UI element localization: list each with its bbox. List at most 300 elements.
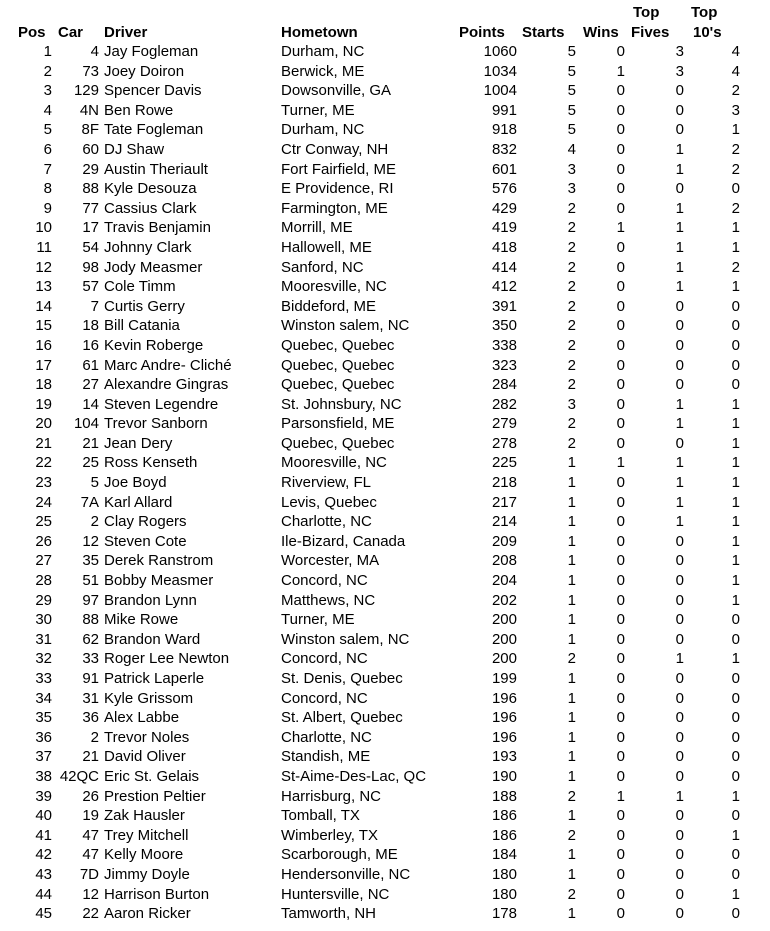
cell-wins: 0 bbox=[616, 434, 625, 452]
cell-hometown: Farmington, ME bbox=[281, 199, 388, 217]
cell-car: 54 bbox=[82, 238, 99, 256]
cell-pos: 40 bbox=[35, 807, 52, 825]
cell-starts: 5 bbox=[567, 101, 576, 119]
table-row bbox=[0, 414, 770, 434]
cell-driver: Curtis Gerry bbox=[104, 297, 185, 315]
cell-top-fives: 0 bbox=[675, 846, 684, 864]
cell-car: 61 bbox=[82, 356, 99, 374]
table-body bbox=[0, 42, 770, 924]
cell-car: 22 bbox=[82, 905, 99, 923]
cell-hometown: Mooresville, NC bbox=[281, 454, 387, 472]
cell-top-tens: 1 bbox=[731, 552, 740, 570]
cell-points: 284 bbox=[491, 376, 517, 394]
cell-starts: 5 bbox=[567, 62, 576, 80]
cell-wins: 0 bbox=[616, 630, 625, 648]
cell-pos: 24 bbox=[35, 493, 52, 511]
cell-starts: 5 bbox=[567, 121, 576, 139]
cell-hometown: Parsonsfield, ME bbox=[281, 415, 395, 433]
cell-driver: Derek Ranstrom bbox=[104, 552, 214, 570]
table-row bbox=[0, 140, 770, 160]
cell-points: 576 bbox=[491, 180, 517, 198]
cell-driver: Harrison Burton bbox=[104, 885, 210, 903]
cell-top-fives: 0 bbox=[675, 826, 684, 844]
cell-wins: 0 bbox=[616, 885, 625, 903]
cell-top-fives: 0 bbox=[675, 572, 684, 590]
cell-hometown: Wimberley, TX bbox=[281, 826, 378, 844]
cell-driver: Marc Andre- Cliché bbox=[104, 356, 232, 374]
cell-wins: 0 bbox=[616, 199, 625, 217]
cell-top-tens: 1 bbox=[731, 454, 740, 472]
header-top-tens-line2: 10's bbox=[693, 24, 722, 41]
cell-pos: 16 bbox=[35, 336, 52, 354]
cell-points: 199 bbox=[491, 670, 517, 687]
cell-car: 2 bbox=[90, 728, 99, 746]
cell-points: 278 bbox=[491, 434, 517, 452]
cell-driver: Brandon Lynn bbox=[104, 591, 197, 609]
cell-pos: 23 bbox=[35, 474, 52, 492]
cell-points: 391 bbox=[491, 297, 517, 315]
cell-pos: 9 bbox=[43, 199, 52, 217]
cell-top-tens: 0 bbox=[731, 336, 740, 354]
cell-wins: 0 bbox=[616, 767, 625, 785]
table-row bbox=[0, 767, 770, 787]
cell-hometown: Sanford, NC bbox=[281, 258, 364, 276]
cell-points: 196 bbox=[491, 689, 517, 707]
cell-pos: 34 bbox=[35, 689, 52, 707]
table-row bbox=[0, 493, 770, 513]
cell-driver: Jean Dery bbox=[104, 434, 173, 452]
table-row bbox=[0, 885, 770, 905]
cell-driver: Trevor Sanborn bbox=[104, 415, 208, 433]
cell-points: 209 bbox=[491, 532, 517, 550]
table-row bbox=[0, 512, 770, 532]
cell-car: 129 bbox=[73, 82, 99, 100]
cell-starts: 1 bbox=[567, 865, 576, 883]
cell-top-tens: 2 bbox=[731, 258, 740, 276]
cell-pos: 15 bbox=[35, 317, 52, 335]
table-row bbox=[0, 669, 770, 689]
cell-starts: 2 bbox=[567, 434, 576, 452]
cell-pos: 25 bbox=[35, 513, 52, 531]
cell-wins: 1 bbox=[616, 62, 625, 80]
cell-driver: Alex Labbe bbox=[104, 709, 180, 727]
cell-top-fives: 1 bbox=[675, 140, 684, 158]
cell-top-tens: 0 bbox=[731, 748, 740, 766]
cell-points: 196 bbox=[491, 728, 517, 746]
cell-pos: 4 bbox=[43, 101, 52, 119]
cell-driver: Kevin Roberge bbox=[104, 336, 204, 354]
cell-starts: 2 bbox=[567, 278, 576, 296]
cell-hometown: Tamworth, NH bbox=[281, 905, 377, 923]
cell-starts: 1 bbox=[567, 807, 576, 825]
cell-hometown: Morrill, ME bbox=[281, 219, 353, 237]
cell-top-fives: 0 bbox=[675, 728, 684, 746]
cell-starts: 2 bbox=[567, 376, 576, 394]
cell-car: 18 bbox=[82, 317, 99, 335]
cell-top-fives: 1 bbox=[675, 787, 684, 805]
cell-wins: 0 bbox=[616, 297, 625, 315]
cell-top-fives: 1 bbox=[675, 278, 684, 296]
cell-starts: 2 bbox=[567, 258, 576, 276]
cell-driver: Jody Measmer bbox=[104, 258, 203, 276]
cell-pos: 8 bbox=[43, 180, 52, 198]
cell-car: 57 bbox=[82, 278, 99, 296]
cell-top-fives: 0 bbox=[675, 670, 684, 687]
cell-car: 17 bbox=[82, 219, 99, 237]
cell-driver: Bill Catania bbox=[104, 317, 180, 335]
cell-wins: 0 bbox=[616, 905, 625, 923]
cell-pos: 1 bbox=[43, 43, 52, 60]
cell-top-fives: 0 bbox=[675, 885, 684, 903]
cell-top-fives: 1 bbox=[675, 258, 684, 276]
cell-starts: 1 bbox=[567, 532, 576, 550]
cell-top-tens: 2 bbox=[731, 82, 740, 100]
cell-hometown: Hendersonville, NC bbox=[281, 865, 411, 883]
cell-driver: Brandon Ward bbox=[104, 630, 201, 648]
cell-wins: 0 bbox=[616, 493, 625, 511]
cell-wins: 0 bbox=[616, 376, 625, 394]
cell-top-fives: 0 bbox=[675, 552, 684, 570]
cell-top-tens: 1 bbox=[731, 513, 740, 531]
cell-top-fives: 1 bbox=[675, 415, 684, 433]
table-row bbox=[0, 297, 770, 317]
cell-top-fives: 0 bbox=[675, 865, 684, 883]
cell-hometown: Turner, ME bbox=[281, 101, 355, 119]
cell-car: 4 bbox=[90, 43, 99, 60]
cell-car: 12 bbox=[82, 885, 99, 903]
cell-hometown: Winston salem, NC bbox=[281, 630, 410, 648]
cell-driver: Cole Timm bbox=[104, 278, 176, 296]
cell-driver: Zak Hausler bbox=[104, 807, 185, 825]
cell-top-tens: 1 bbox=[731, 219, 740, 237]
cell-top-tens: 0 bbox=[731, 180, 740, 198]
cell-hometown: Ctr Conway, NH bbox=[281, 140, 389, 158]
cell-top-tens: 1 bbox=[731, 572, 740, 590]
cell-hometown: Mooresville, NC bbox=[281, 278, 387, 296]
table-row bbox=[0, 62, 770, 82]
cell-wins: 0 bbox=[616, 317, 625, 335]
cell-points: 180 bbox=[491, 865, 517, 883]
cell-points: 200 bbox=[491, 650, 517, 668]
cell-wins: 0 bbox=[616, 709, 625, 727]
cell-driver: Cassius Clark bbox=[104, 199, 197, 217]
cell-pos: 31 bbox=[35, 630, 52, 648]
cell-car: 88 bbox=[82, 611, 99, 629]
cell-top-fives: 3 bbox=[675, 43, 684, 60]
table-row bbox=[0, 453, 770, 473]
cell-hometown: Tomball, TX bbox=[281, 807, 360, 825]
cell-starts: 2 bbox=[567, 787, 576, 805]
cell-top-tens: 1 bbox=[731, 121, 740, 139]
cell-car: 5 bbox=[90, 474, 99, 492]
table-row bbox=[0, 101, 770, 121]
cell-wins: 0 bbox=[616, 807, 625, 825]
cell-pos: 38 bbox=[35, 767, 52, 785]
cell-pos: 5 bbox=[43, 121, 52, 139]
cell-points: 429 bbox=[491, 199, 517, 217]
cell-points: 601 bbox=[491, 160, 517, 178]
cell-points: 1004 bbox=[483, 82, 517, 100]
table-row bbox=[0, 218, 770, 238]
cell-driver: Bobby Measmer bbox=[104, 572, 214, 590]
cell-car: 4N bbox=[79, 101, 99, 119]
cell-wins: 0 bbox=[616, 826, 625, 844]
cell-pos: 43 bbox=[35, 865, 52, 883]
cell-wins: 0 bbox=[616, 140, 625, 158]
cell-pos: 28 bbox=[35, 572, 52, 590]
cell-driver: Steven Cote bbox=[104, 532, 187, 550]
header-starts: Starts bbox=[522, 24, 565, 41]
cell-hometown: Quebec, Quebec bbox=[281, 376, 395, 394]
cell-car: 36 bbox=[82, 709, 99, 727]
cell-wins: 0 bbox=[616, 670, 625, 687]
cell-car: 73 bbox=[82, 62, 99, 80]
table-row bbox=[0, 845, 770, 865]
cell-pos: 13 bbox=[35, 278, 52, 296]
cell-top-fives: 0 bbox=[675, 630, 684, 648]
cell-starts: 1 bbox=[567, 748, 576, 766]
cell-pos: 42 bbox=[35, 846, 52, 864]
cell-car: 7D bbox=[79, 865, 99, 883]
table-row bbox=[0, 806, 770, 826]
cell-top-fives: 0 bbox=[675, 748, 684, 766]
cell-top-tens: 1 bbox=[731, 474, 740, 492]
cell-points: 918 bbox=[491, 121, 517, 139]
cell-hometown: Winston salem, NC bbox=[281, 317, 410, 335]
cell-starts: 1 bbox=[567, 670, 576, 687]
cell-top-tens: 0 bbox=[731, 709, 740, 727]
cell-car: 88 bbox=[82, 180, 99, 198]
cell-points: 412 bbox=[491, 278, 517, 296]
cell-pos: 29 bbox=[35, 591, 52, 609]
cell-top-tens: 1 bbox=[731, 826, 740, 844]
table-row bbox=[0, 728, 770, 748]
cell-starts: 1 bbox=[567, 846, 576, 864]
cell-points: 178 bbox=[491, 905, 517, 923]
cell-points: 190 bbox=[491, 767, 517, 785]
cell-hometown: Charlotte, NC bbox=[281, 513, 372, 531]
cell-hometown: Dowsonville, GA bbox=[281, 82, 392, 100]
cell-starts: 1 bbox=[567, 552, 576, 570]
cell-top-fives: 0 bbox=[675, 121, 684, 139]
cell-wins: 0 bbox=[616, 728, 625, 746]
cell-top-fives: 1 bbox=[675, 395, 684, 413]
cell-hometown: Harrisburg, NC bbox=[281, 787, 382, 805]
cell-starts: 2 bbox=[567, 219, 576, 237]
cell-hometown: Concord, NC bbox=[281, 572, 368, 590]
header-wins: Wins bbox=[583, 24, 619, 41]
cell-driver: Aaron Ricker bbox=[104, 905, 191, 923]
cell-points: 180 bbox=[491, 885, 517, 903]
cell-top-fives: 0 bbox=[675, 611, 684, 629]
cell-car: 21 bbox=[82, 434, 99, 452]
cell-hometown: Hallowell, ME bbox=[281, 238, 372, 256]
cell-pos: 32 bbox=[35, 650, 52, 668]
cell-starts: 2 bbox=[567, 356, 576, 374]
table-row bbox=[0, 532, 770, 552]
table-row bbox=[0, 747, 770, 767]
table-row bbox=[0, 610, 770, 630]
cell-wins: 1 bbox=[616, 219, 625, 237]
cell-wins: 0 bbox=[616, 591, 625, 609]
cell-wins: 0 bbox=[616, 846, 625, 864]
cell-hometown: Concord, NC bbox=[281, 650, 368, 668]
cell-starts: 2 bbox=[567, 199, 576, 217]
cell-wins: 0 bbox=[616, 238, 625, 256]
table-row bbox=[0, 316, 770, 336]
cell-hometown: Turner, ME bbox=[281, 611, 355, 629]
cell-driver: Ben Rowe bbox=[104, 101, 174, 119]
cell-car: 12 bbox=[82, 532, 99, 550]
table-row bbox=[0, 356, 770, 376]
cell-hometown: Berwick, ME bbox=[281, 62, 365, 80]
cell-points: 218 bbox=[491, 474, 517, 492]
cell-pos: 27 bbox=[35, 552, 52, 570]
cell-points: 1034 bbox=[483, 62, 517, 80]
cell-hometown: St. Albert, Quebec bbox=[281, 709, 403, 727]
cell-wins: 0 bbox=[616, 278, 625, 296]
table-row bbox=[0, 375, 770, 395]
cell-points: 832 bbox=[491, 140, 517, 158]
cell-pos: 12 bbox=[35, 258, 52, 276]
cell-wins: 0 bbox=[616, 572, 625, 590]
cell-car: 14 bbox=[82, 395, 99, 413]
cell-car: 104 bbox=[73, 415, 99, 433]
cell-starts: 2 bbox=[567, 336, 576, 354]
cell-top-tens: 1 bbox=[731, 238, 740, 256]
cell-driver: Kelly Moore bbox=[104, 846, 184, 864]
cell-driver: Kyle Grissom bbox=[104, 689, 194, 707]
cell-top-tens: 4 bbox=[731, 62, 740, 80]
cell-pos: 20 bbox=[35, 415, 52, 433]
cell-pos: 19 bbox=[35, 395, 52, 413]
cell-hometown: Quebec, Quebec bbox=[281, 336, 395, 354]
cell-starts: 1 bbox=[567, 728, 576, 746]
cell-wins: 1 bbox=[616, 787, 625, 805]
header-top-tens-line1: Top bbox=[691, 4, 718, 21]
cell-pos: 39 bbox=[35, 787, 52, 805]
cell-top-tens: 0 bbox=[731, 297, 740, 315]
cell-driver: Karl Allard bbox=[104, 493, 173, 511]
cell-starts: 1 bbox=[567, 905, 576, 923]
cell-car: 25 bbox=[82, 454, 99, 472]
cell-top-fives: 0 bbox=[675, 434, 684, 452]
cell-starts: 5 bbox=[567, 43, 576, 60]
header-pos: Pos bbox=[18, 24, 46, 41]
table-row bbox=[0, 81, 770, 101]
cell-top-tens: 0 bbox=[731, 865, 740, 883]
cell-driver: Ross Kenseth bbox=[104, 454, 198, 472]
cell-starts: 4 bbox=[567, 140, 576, 158]
cell-wins: 0 bbox=[616, 82, 625, 100]
cell-wins: 0 bbox=[616, 650, 625, 668]
cell-top-tens: 0 bbox=[731, 356, 740, 374]
cell-pos: 7 bbox=[43, 160, 52, 178]
header-driver: Driver bbox=[104, 24, 148, 41]
cell-top-fives: 1 bbox=[675, 493, 684, 511]
table-row bbox=[0, 649, 770, 669]
cell-wins: 0 bbox=[616, 43, 625, 60]
cell-wins: 0 bbox=[616, 532, 625, 550]
cell-pos: 21 bbox=[35, 434, 52, 452]
cell-pos: 11 bbox=[36, 238, 52, 256]
cell-car: 8F bbox=[81, 121, 99, 139]
cell-hometown: St. Johnsbury, NC bbox=[281, 395, 402, 413]
cell-pos: 2 bbox=[43, 62, 52, 80]
cell-wins: 0 bbox=[616, 336, 625, 354]
cell-wins: 0 bbox=[616, 865, 625, 883]
cell-top-tens: 3 bbox=[731, 101, 740, 119]
cell-hometown: E Providence, RI bbox=[281, 180, 394, 198]
cell-points: 418 bbox=[491, 238, 517, 256]
cell-top-tens: 0 bbox=[731, 905, 740, 923]
cell-starts: 2 bbox=[567, 885, 576, 903]
cell-starts: 2 bbox=[567, 317, 576, 335]
cell-points: 414 bbox=[491, 258, 517, 276]
cell-wins: 0 bbox=[616, 474, 625, 492]
table-row bbox=[0, 591, 770, 611]
cell-top-fives: 1 bbox=[675, 650, 684, 668]
cell-car: 2 bbox=[90, 513, 99, 531]
cell-starts: 3 bbox=[567, 160, 576, 178]
cell-pos: 45 bbox=[35, 905, 52, 923]
cell-top-fives: 1 bbox=[675, 219, 684, 237]
cell-top-tens: 2 bbox=[731, 199, 740, 217]
cell-driver: David Oliver bbox=[104, 748, 186, 766]
cell-pos: 30 bbox=[35, 611, 52, 629]
cell-starts: 5 bbox=[567, 82, 576, 100]
cell-points: 200 bbox=[491, 611, 517, 629]
cell-points: 186 bbox=[491, 826, 517, 844]
cell-pos: 41 bbox=[35, 826, 52, 844]
cell-pos: 17 bbox=[35, 356, 52, 374]
cell-wins: 0 bbox=[616, 121, 625, 139]
cell-hometown: Standish, ME bbox=[281, 748, 371, 766]
cell-driver: Prestion Peltier bbox=[104, 787, 206, 805]
cell-car: 91 bbox=[82, 670, 99, 687]
cell-starts: 1 bbox=[567, 611, 576, 629]
table-row bbox=[0, 160, 770, 180]
cell-hometown: Worcester, MA bbox=[281, 552, 380, 570]
cell-top-fives: 1 bbox=[675, 199, 684, 217]
cell-top-tens: 1 bbox=[731, 278, 740, 296]
cell-top-tens: 0 bbox=[731, 846, 740, 864]
cell-starts: 2 bbox=[567, 826, 576, 844]
cell-top-fives: 3 bbox=[675, 62, 684, 80]
cell-points: 323 bbox=[491, 356, 517, 374]
cell-car: 62 bbox=[82, 630, 99, 648]
header-hometown: Hometown bbox=[281, 24, 358, 41]
cell-pos: 33 bbox=[35, 670, 52, 687]
cell-starts: 1 bbox=[567, 572, 576, 590]
cell-top-fives: 0 bbox=[675, 591, 684, 609]
cell-top-tens: 1 bbox=[731, 650, 740, 668]
table-row bbox=[0, 787, 770, 807]
cell-driver: Eric St. Gelais bbox=[104, 767, 200, 785]
cell-top-fives: 0 bbox=[675, 807, 684, 825]
cell-pos: 18 bbox=[35, 376, 52, 394]
cell-starts: 1 bbox=[567, 454, 576, 472]
table-row bbox=[0, 434, 770, 454]
cell-hometown: Riverview, FL bbox=[281, 474, 372, 492]
cell-wins: 0 bbox=[616, 552, 625, 570]
cell-points: 350 bbox=[491, 317, 517, 335]
cell-wins: 0 bbox=[616, 415, 625, 433]
cell-car: 51 bbox=[82, 572, 99, 590]
cell-top-fives: 1 bbox=[675, 454, 684, 472]
header-top-fives-line2: Fives bbox=[631, 24, 670, 41]
cell-hometown: Quebec, Quebec bbox=[281, 434, 395, 452]
